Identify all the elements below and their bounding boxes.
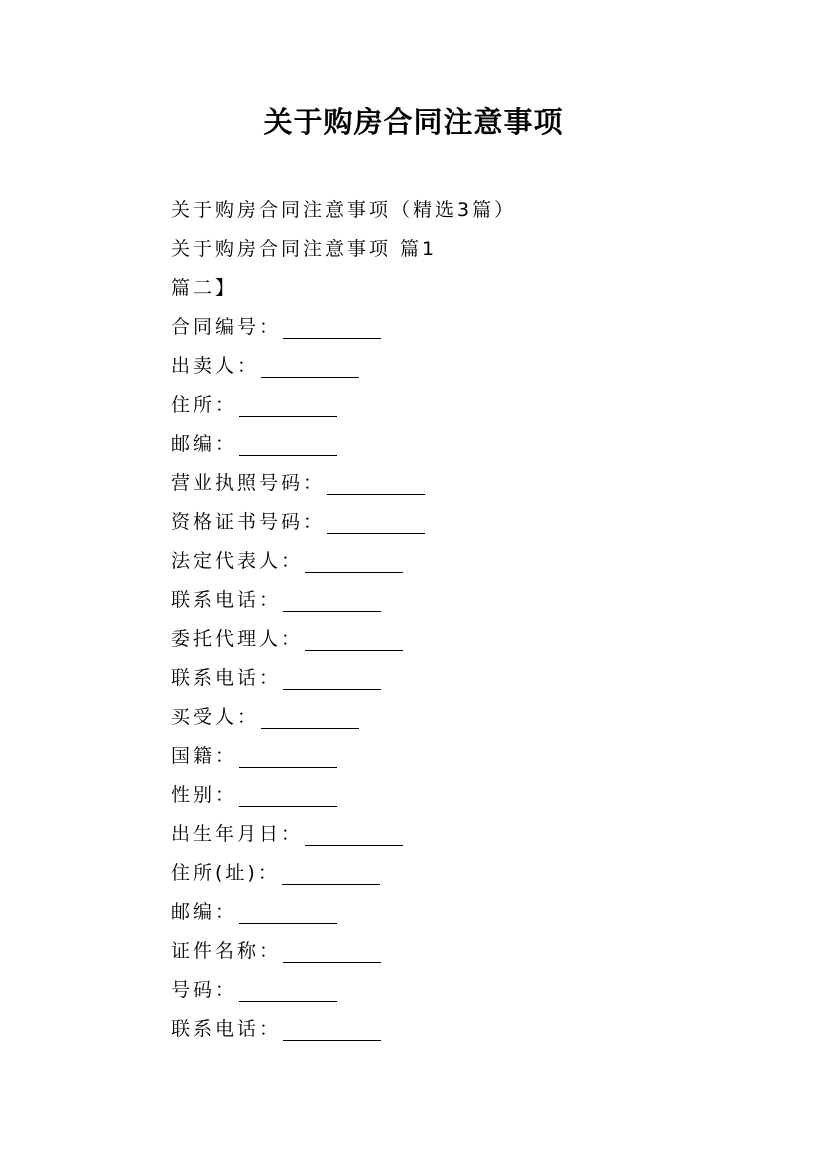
document-body [171,191,771,1049]
fill-in-blank [239,901,337,924]
fill-in-blank [239,979,337,1002]
field-label: 证件名称： [171,940,282,962]
field-label: 联系电话： [171,667,282,689]
intro-line: 篇二】 [171,277,238,299]
field-label: 营业执照号码： [171,472,326,494]
fill-in-blank [261,706,359,729]
fill-in-blank [283,940,381,963]
field-label: 住所(址)： [171,862,280,884]
form-field-line [171,425,771,464]
field-label: 合同编号： [171,316,282,338]
fill-in-blank [283,589,381,612]
form-field-line [171,464,771,503]
form-field-line [171,737,771,776]
form-field-line [171,815,771,854]
field-label: 资格证书号码： [171,511,326,533]
intro-line: 关于购房合同注意事项 篇1 [171,238,438,260]
form-field-line [171,308,771,347]
form-field-line [171,620,771,659]
intro-line: 关于购房合同注意事项（精选3篇） [171,199,517,221]
fill-in-blank [283,1018,381,1041]
form-field-line [171,581,771,620]
fill-in-blank [305,628,403,651]
field-label: 出卖人： [171,355,260,377]
form-field-line [171,347,771,386]
form-field-line [171,698,771,737]
field-label: 出生年月日： [171,823,304,845]
form-field-line [171,503,771,542]
field-label: 联系电话： [171,1018,282,1040]
form-field-line [171,542,771,581]
field-label: 委托代理人： [171,628,304,650]
field-label: 性别： [171,784,238,806]
fill-in-blank [283,316,381,339]
field-label: 联系电话： [171,589,282,611]
fill-in-blank [239,433,337,456]
form-field-line [171,932,771,971]
field-label: 邮编： [171,433,238,455]
field-label: 号码： [171,979,238,1001]
fill-in-blank [282,862,380,885]
fill-in-blank [305,550,403,573]
fill-in-blank [261,355,359,378]
form-field-line [171,386,771,425]
fill-in-blank [327,472,425,495]
field-label: 邮编： [171,901,238,923]
fill-in-blank [327,511,425,534]
form-field-line [171,1010,771,1049]
form-field-line [171,971,771,1010]
field-label: 买受人： [171,706,260,728]
form-field-line [171,776,771,815]
field-label: 法定代表人： [171,550,304,572]
fill-in-blank [239,784,337,807]
field-label: 国籍： [171,745,238,767]
form-field-line [171,854,771,893]
fill-in-blank [305,823,403,846]
fill-in-blank [239,394,337,417]
field-label: 住所： [171,394,238,416]
fill-in-blank [283,667,381,690]
form-field-line [171,659,771,698]
fill-in-blank [239,745,337,768]
form-field-line [171,893,771,932]
document-title: 关于购房合同注意事项 [263,105,564,139]
